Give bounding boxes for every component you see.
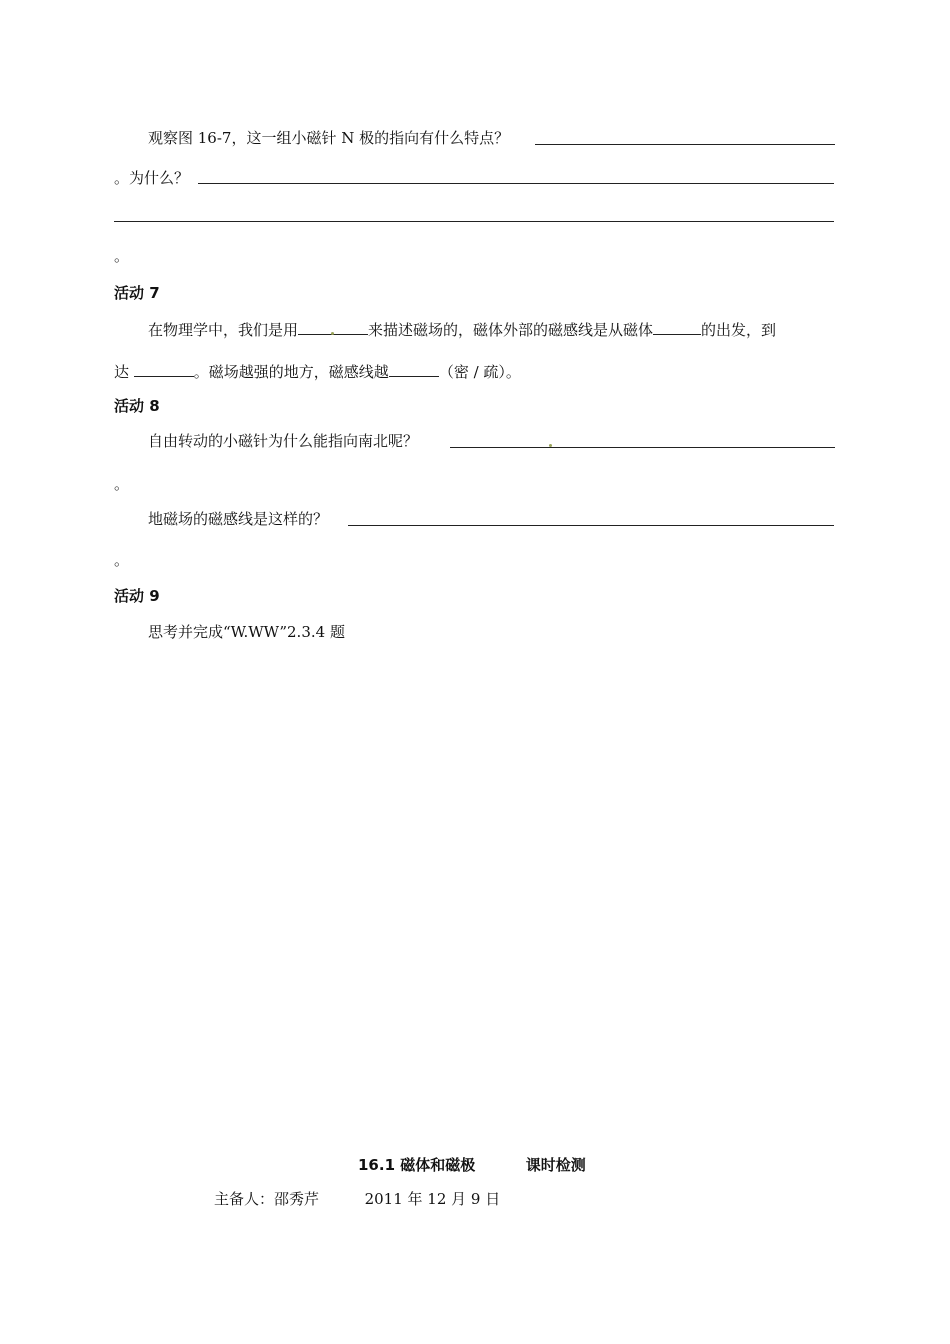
author-line [214,1189,500,1209]
observe-why-blank[interactable] [198,183,834,184]
section-title [358,1155,586,1175]
activity7-line1-c: 的出发，到 [701,321,777,339]
activity7-blank-4[interactable] [389,360,439,377]
stray-dot-mark [331,332,334,335]
observe-end-mark: 。 [114,247,130,265]
activity8-q2-end: 。 [114,551,130,569]
author: 主备人：邵秀芹 [214,1190,320,1208]
activity8-q1-blank[interactable] [450,447,835,448]
activity7-line1-a: 在物理学中，我们是用 [148,321,299,339]
activity8-q2-blank[interactable] [348,525,834,526]
observe-answer-blank[interactable] [535,144,835,145]
activity8-q2: 地磁场的磁感线是这样的？ [148,510,329,528]
activity7-line1-b: 来描述磁场的，磁体外部的磁感线是从磁体 [368,321,654,339]
observe-why-blank-2[interactable] [114,221,834,222]
observe-question-text: 观察图 16-7，这一组小磁针 N 极的指向有什么特点？ [148,129,510,147]
section-title-main: 16.1 磁体和磁极 [358,1156,476,1174]
date: 2011 年 12 月 9 日 [364,1190,501,1208]
activity8-q1: 自由转动的小磁针为什么能指向南北呢？ [148,432,419,450]
activity7-blank-2[interactable] [653,318,701,335]
activity9-heading: 活动 9 [114,587,160,605]
section-title-sub: 课时检测 [525,1156,586,1174]
activity7-line2-b: 。磁场越强的地方，磁感线越 [193,363,389,381]
activity7-line1 [148,318,776,340]
activity9-text: 思考并完成“W.WW”2.3.4 题 [148,623,345,641]
activity8-q1-end: 。 [114,475,130,493]
activity7-heading: 活动 7 [114,284,160,302]
activity7-line2 [114,360,521,382]
activity7-line2-c: （密 / 疏）。 [438,363,521,381]
stray-dot-mark-2 [549,444,552,447]
activity7-blank-3[interactable] [134,360,194,377]
activity7-blank-1[interactable] [298,318,368,335]
activity8-heading: 活动 8 [114,397,160,415]
activity7-line2-a: 达 [114,363,130,381]
observe-why-text: 。为什么？ [114,169,190,187]
observe-question [148,128,509,148]
observe-why [114,168,189,188]
